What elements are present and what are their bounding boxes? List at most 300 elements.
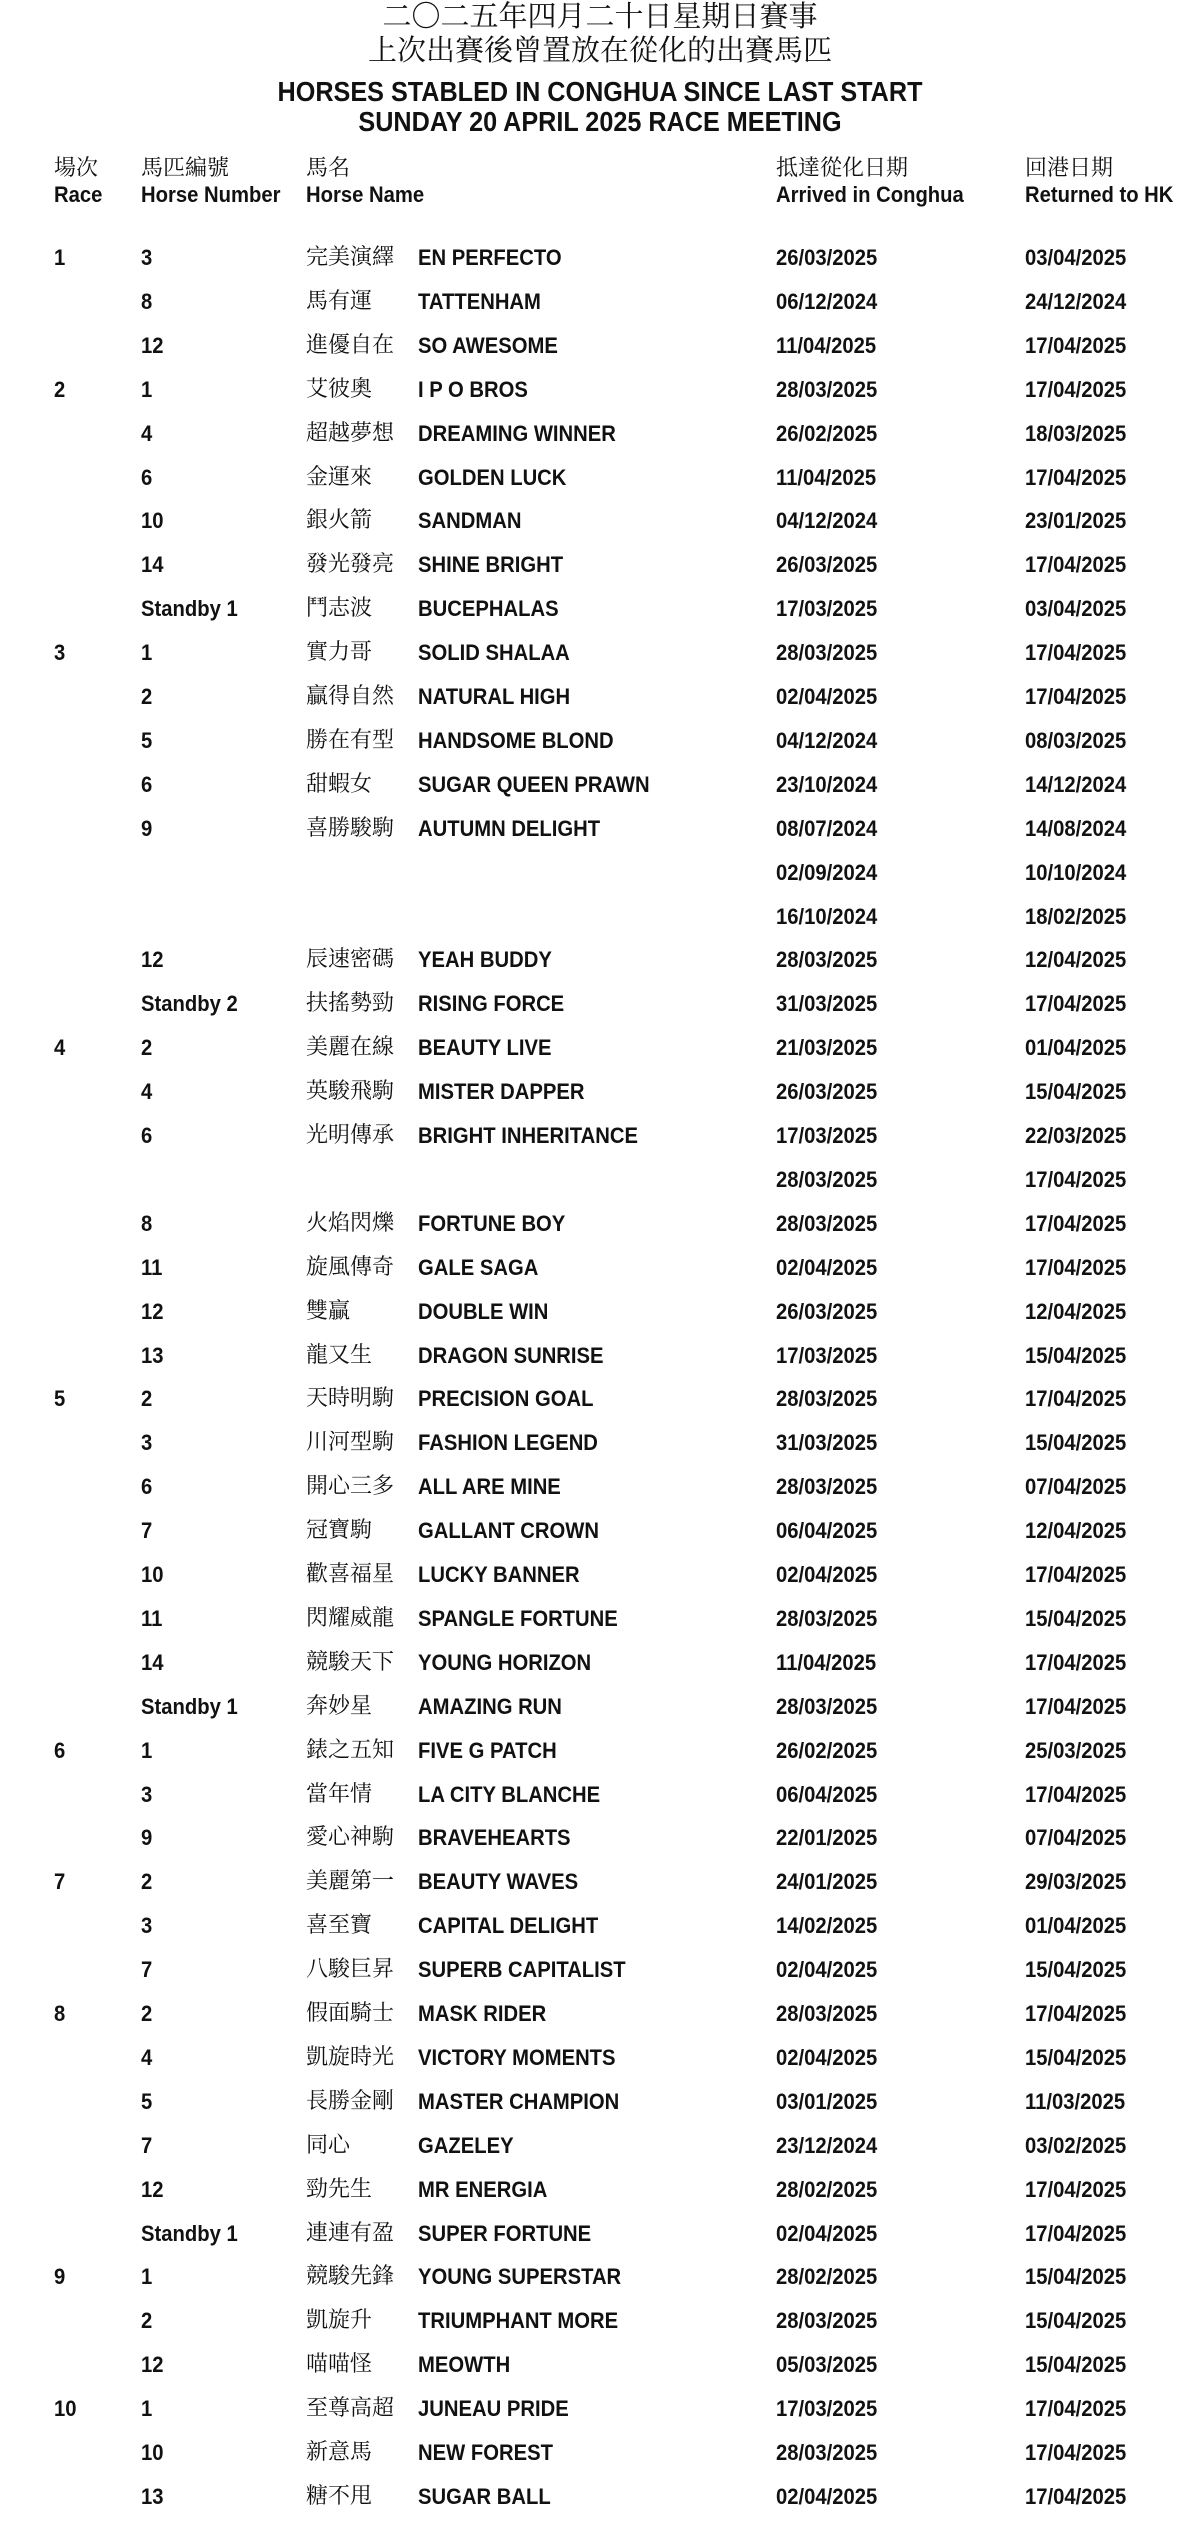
- horse-name-zh-cell: 銀火箭: [306, 508, 373, 534]
- horse-name-en-cell: FORTUNE BOY: [418, 1210, 566, 1236]
- horse-number-cell: 3: [141, 1430, 153, 1456]
- horse-name-zh-cell: 雙贏: [306, 1298, 351, 1324]
- horse-name-zh-cell: 凱旋升: [306, 2308, 373, 2334]
- horse-number-cell: 4: [141, 420, 153, 446]
- horse-name-zh-cell: 美麗第一: [306, 1869, 395, 1895]
- arrived-date-cell: 28/03/2025: [776, 1166, 878, 1192]
- arrived-date-cell: 31/03/2025: [776, 991, 878, 1017]
- returned-date-cell: 17/04/2025: [1025, 464, 1127, 490]
- horse-number-cell: 8: [141, 288, 153, 314]
- returned-date-cell: 17/04/2025: [1025, 2001, 1127, 2026]
- arrived-date-cell: 11/04/2025: [776, 464, 877, 490]
- arrived-date-cell: 02/09/2024: [776, 859, 878, 885]
- returned-date-cell: 12/04/2025: [1025, 947, 1127, 973]
- arrived-date-cell: 02/04/2025: [776, 2044, 878, 2070]
- horse-name-zh-cell: 超越夢想: [306, 420, 395, 446]
- horse-name-en-cell: SUPER FORTUNE: [418, 2220, 592, 2246]
- horse-name-en-cell: SANDMAN: [418, 508, 522, 534]
- horse-number-cell: 2: [141, 684, 153, 709]
- horse-name-zh-cell: 美麗在線: [306, 1035, 395, 1061]
- arrived-date-cell: 02/04/2025: [776, 1254, 878, 1280]
- horse-name-en-cell: YEAH BUDDY: [418, 947, 552, 973]
- table-row: [0, 238, 1200, 278]
- table-row: [0, 2082, 1200, 2122]
- horse-number-cell: 3: [141, 1781, 153, 1807]
- arrived-date-cell: 11/04/2025: [776, 1649, 877, 1675]
- column-header-race: [54, 156, 107, 208]
- arrived-date-cell: 28/03/2025: [776, 376, 878, 402]
- horse-name-en-cell: MASTER CHAMPION: [418, 2088, 620, 2114]
- returned-date-cell: 17/04/2025: [1025, 991, 1127, 1017]
- horse-number-cell: 2: [141, 1869, 153, 1895]
- returned-date-cell: 17/04/2025: [1025, 1254, 1127, 1280]
- horse-name-zh-cell: 發光發亮: [306, 552, 395, 578]
- horse-name-en-cell: GALE SAGA: [418, 1254, 539, 1280]
- arrived-date-cell: 28/03/2025: [776, 1386, 878, 1412]
- arrived-date-cell: 28/03/2025: [776, 947, 878, 973]
- table-row: [0, 2214, 1200, 2254]
- table-row: [0, 1160, 1200, 1200]
- horse-name-en-cell: BRAVEHEARTS: [418, 1825, 571, 1851]
- horse-number-cell: 7: [141, 1957, 153, 1983]
- horse-number-cell: 10: [141, 1562, 164, 1587]
- horse-number-cell: 2: [141, 1386, 153, 1412]
- horse-name-en-cell: TATTENHAM: [418, 288, 541, 314]
- arrived-date-cell: 04/12/2024: [776, 508, 878, 534]
- table-row: [0, 589, 1200, 629]
- horse-name-en-cell: SO AWESOME: [418, 332, 558, 358]
- horse-name-zh-cell: 艾彼奧: [306, 376, 373, 402]
- column-header-returned-zh: 回港日期: [1025, 156, 1114, 181]
- arrived-date-cell: 21/03/2025: [776, 1035, 878, 1061]
- table-row: [0, 897, 1200, 937]
- horse-name-zh-cell: 川河型駒: [306, 1430, 395, 1456]
- table-row: [0, 1731, 1200, 1771]
- horse-number-cell: 6: [141, 464, 153, 490]
- horse-name-en-cell: DREAMING WINNER: [418, 420, 616, 446]
- table-row: [0, 501, 1200, 541]
- returned-date-cell: 18/03/2025: [1025, 420, 1127, 446]
- arrived-date-cell: 28/03/2025: [776, 1474, 878, 1500]
- horse-name-zh-cell: 火焰閃爍: [306, 1210, 395, 1236]
- table-row: [0, 2257, 1200, 2297]
- horse-name-en-cell: AUTUMN DELIGHT: [418, 815, 601, 841]
- returned-date-cell: 17/04/2025: [1025, 376, 1127, 402]
- horse-name-en-cell: BUCEPHALAS: [418, 596, 559, 622]
- horse-name-en-cell: MEOWTH: [418, 2352, 511, 2378]
- horse-number-cell: Standby 1: [141, 596, 238, 622]
- horse-number-cell: 12: [141, 2352, 164, 2378]
- horse-name-zh-cell: 凱旋時光: [306, 2044, 395, 2070]
- returned-date-cell: 17/04/2025: [1025, 1562, 1127, 1587]
- table-row: [0, 414, 1200, 454]
- horse-name-en-cell: GAZELEY: [418, 2132, 514, 2158]
- horse-name-zh-cell: 長勝金剛: [306, 2088, 395, 2114]
- horse-number-cell: 6: [141, 771, 153, 797]
- returned-date-cell: 14/08/2024: [1025, 815, 1127, 841]
- horse-name-en-cell: CAPITAL DELIGHT: [418, 1913, 599, 1939]
- horse-number-cell: Standby 1: [141, 2220, 238, 2246]
- horse-name-en-cell: PRECISION GOAL: [418, 1386, 594, 1412]
- arrived-date-cell: 23/12/2024: [776, 2132, 878, 2158]
- column-header-returned: [1025, 156, 1186, 208]
- horse-name-en-cell: MR ENERGIA: [418, 2176, 548, 2202]
- horse-name-zh-cell: 愛心神駒: [306, 1825, 395, 1851]
- returned-date-cell: 29/03/2025: [1025, 1869, 1127, 1895]
- arrived-date-cell: 26/03/2025: [776, 1079, 878, 1105]
- column-header-number-en: Horse Number: [141, 182, 281, 207]
- returned-date-cell: 17/04/2025: [1025, 2440, 1127, 2465]
- arrived-date-cell: 05/03/2025: [776, 2352, 878, 2378]
- race-cell: 3: [54, 640, 66, 666]
- horse-name-en-cell: EN PERFECTO: [418, 245, 562, 270]
- column-header-returned-en: Returned to HK: [1025, 182, 1174, 207]
- horse-name-en-cell: FIVE G PATCH: [418, 1737, 557, 1763]
- table-row: [0, 1599, 1200, 1639]
- table-row: [0, 633, 1200, 673]
- horse-number-cell: 13: [141, 2483, 164, 2509]
- table-row: [0, 1687, 1200, 1727]
- returned-date-cell: 17/04/2025: [1025, 1386, 1127, 1412]
- returned-date-cell: 17/04/2025: [1025, 1781, 1127, 1807]
- race-cell: 6: [54, 1737, 66, 1763]
- horse-number-cell: 12: [141, 2176, 164, 2202]
- table-row: [0, 2389, 1200, 2429]
- returned-date-cell: 17/04/2025: [1025, 2396, 1127, 2422]
- arrived-date-cell: 02/04/2025: [776, 1562, 878, 1587]
- table-row: [0, 1994, 1200, 2034]
- table-row: [0, 677, 1200, 717]
- arrived-date-cell: 06/04/2025: [776, 1518, 878, 1544]
- column-header-number-zh: 馬匹編號: [141, 156, 230, 181]
- table-row: [0, 2170, 1200, 2210]
- returned-date-cell: 08/03/2025: [1025, 727, 1127, 753]
- column-header-name-zh: 馬名: [306, 156, 351, 181]
- arrived-date-cell: 08/07/2024: [776, 815, 878, 841]
- horse-name-en-cell: SUGAR BALL: [418, 2483, 551, 2509]
- table-row: [0, 2126, 1200, 2166]
- returned-date-cell: 17/04/2025: [1025, 2220, 1127, 2246]
- table-row: [0, 458, 1200, 498]
- horse-number-cell: 10: [141, 508, 164, 534]
- horse-name-zh-cell: 扶搖勢勁: [306, 991, 395, 1017]
- column-header-race-en: Race: [54, 182, 103, 207]
- horse-number-cell: 3: [141, 245, 153, 270]
- table-row: [0, 853, 1200, 893]
- table-row: [0, 984, 1200, 1024]
- horse-number-cell: 14: [141, 1649, 164, 1675]
- returned-date-cell: 17/04/2025: [1025, 2176, 1127, 2202]
- returned-date-cell: 17/04/2025: [1025, 1693, 1127, 1719]
- horse-name-zh-cell: 鬥志波: [306, 596, 373, 622]
- arrived-date-cell: 28/03/2025: [776, 2308, 878, 2334]
- arrived-date-cell: 17/03/2025: [776, 596, 878, 622]
- horse-name-en-cell: MASK RIDER: [418, 2001, 547, 2026]
- horse-number-cell: 12: [141, 947, 164, 973]
- arrived-date-cell: 06/12/2024: [776, 288, 878, 314]
- title-zh-subject: 上次出賽後曾置放在從化的出賽馬匹: [367, 33, 832, 67]
- table-row: [0, 1336, 1200, 1376]
- arrived-date-cell: 17/03/2025: [776, 1342, 878, 1368]
- horse-number-cell: 11: [141, 1605, 163, 1631]
- horse-name-en-cell: SPANGLE FORTUNE: [418, 1605, 618, 1631]
- horse-number-cell: 5: [141, 727, 153, 753]
- horse-name-zh-cell: 喜勝駿駒: [306, 815, 395, 841]
- arrived-date-cell: 28/03/2025: [776, 1605, 878, 1631]
- race-cell: 8: [54, 2001, 66, 2026]
- arrived-date-cell: 28/03/2025: [776, 2440, 878, 2465]
- horse-name-zh-cell: 冠寶駒: [306, 1518, 373, 1544]
- arrived-date-cell: 28/03/2025: [776, 1210, 878, 1236]
- horse-number-cell: 1: [141, 2396, 153, 2422]
- horse-name-zh-cell: 當年情: [306, 1781, 373, 1807]
- column-header-arrived-en: Arrived in Conghua: [776, 182, 964, 207]
- arrived-date-cell: 26/02/2025: [776, 1737, 878, 1763]
- horse-name-zh-cell: 開心三多: [306, 1474, 395, 1500]
- arrived-date-cell: 17/03/2025: [776, 2396, 878, 2422]
- arrived-date-cell: 03/01/2025: [776, 2088, 878, 2114]
- column-header-name: [306, 156, 434, 208]
- horse-name-en-cell: FASHION LEGEND: [418, 1430, 598, 1456]
- horse-name-zh-cell: 至尊高超: [306, 2396, 395, 2422]
- arrived-date-cell: 02/04/2025: [776, 1957, 878, 1983]
- returned-date-cell: 03/02/2025: [1025, 2132, 1127, 2158]
- returned-date-cell: 24/12/2024: [1025, 288, 1127, 314]
- table-row: [0, 2477, 1200, 2517]
- horse-number-cell: 13: [141, 1342, 164, 1368]
- table-row: [0, 545, 1200, 585]
- horse-number-cell: 7: [141, 1518, 153, 1544]
- table-row: [0, 940, 1200, 980]
- horse-name-en-cell: BEAUTY WAVES: [418, 1869, 579, 1895]
- horse-name-zh-cell: 勝在有型: [306, 727, 395, 753]
- arrived-date-cell: 23/10/2024: [776, 771, 878, 797]
- horse-name-zh-cell: 辰速密碼: [306, 947, 395, 973]
- arrived-date-cell: 24/01/2025: [776, 1869, 878, 1895]
- horse-number-cell: 2: [141, 2001, 153, 2026]
- horse-name-zh-cell: 天時明駒: [306, 1386, 395, 1412]
- horse-name-en-cell: ALL ARE MINE: [418, 1474, 561, 1500]
- title-zh-meeting: 二〇二五年四月二十日星期日賽事: [382, 0, 818, 33]
- returned-date-cell: 17/04/2025: [1025, 1649, 1127, 1675]
- table-row: [0, 1862, 1200, 1902]
- horse-number-cell: 9: [141, 1825, 153, 1851]
- horse-name-en-cell: I P O BROS: [418, 376, 528, 402]
- table-row: [0, 1555, 1200, 1595]
- horse-name-en-cell: JUNEAU PRIDE: [418, 2396, 569, 2422]
- horse-name-en-cell: TRIUMPHANT MORE: [418, 2308, 619, 2334]
- horse-name-zh-cell: 實力哥: [306, 640, 373, 666]
- horse-number-cell: 12: [141, 332, 164, 358]
- table-row: [0, 370, 1200, 410]
- horse-name-zh-cell: 馬有運: [306, 288, 373, 314]
- horse-number-cell: 1: [141, 640, 153, 666]
- returned-date-cell: 17/04/2025: [1025, 2483, 1127, 2509]
- horse-number-cell: 4: [141, 2044, 153, 2070]
- returned-date-cell: 22/03/2025: [1025, 1123, 1127, 1148]
- horse-name-zh-cell: 歡喜福星: [306, 1562, 395, 1587]
- horse-name-zh-cell: 糖不甩: [306, 2483, 373, 2509]
- horse-name-en-cell: SUPERB CAPITALIST: [418, 1957, 626, 1983]
- horse-name-zh-cell: 勁先生: [306, 2176, 373, 2202]
- horse-name-zh-cell: 光明傳承: [306, 1123, 395, 1148]
- horse-number-cell: 1: [141, 376, 153, 402]
- table-row: [0, 1379, 1200, 1419]
- arrived-date-cell: 16/10/2024: [776, 903, 878, 929]
- table-row: [0, 1292, 1200, 1332]
- arrived-date-cell: 22/01/2025: [776, 1825, 878, 1851]
- horse-name-zh-cell: 競駿先鋒: [306, 2264, 395, 2290]
- horse-name-zh-cell: 新意馬: [306, 2440, 373, 2465]
- arrived-date-cell: 28/03/2025: [776, 2001, 878, 2026]
- horse-number-cell: Standby 2: [141, 991, 238, 1017]
- table-row: [0, 326, 1200, 366]
- returned-date-cell: 12/04/2025: [1025, 1298, 1127, 1324]
- returned-date-cell: 15/04/2025: [1025, 1957, 1127, 1983]
- returned-date-cell: 17/04/2025: [1025, 1210, 1127, 1236]
- horse-name-en-cell: LA CITY BLANCHE: [418, 1781, 601, 1807]
- table-row: [0, 1511, 1200, 1551]
- race-cell: 4: [54, 1035, 66, 1061]
- horse-number-cell: 2: [141, 2308, 153, 2334]
- returned-date-cell: 25/03/2025: [1025, 1737, 1127, 1763]
- returned-date-cell: 17/04/2025: [1025, 640, 1127, 666]
- table-row: [0, 765, 1200, 805]
- returned-date-cell: 17/04/2025: [1025, 1166, 1127, 1192]
- arrived-date-cell: 26/03/2025: [776, 1298, 878, 1324]
- table-row: [0, 1818, 1200, 1858]
- arrived-date-cell: 31/03/2025: [776, 1430, 878, 1456]
- table-row: [0, 809, 1200, 849]
- arrived-date-cell: 02/04/2025: [776, 2220, 878, 2246]
- arrived-date-cell: 02/04/2025: [776, 2483, 878, 2509]
- horse-name-zh-cell: 奔妙星: [306, 1693, 373, 1719]
- horse-name-en-cell: SOLID SHALAA: [418, 640, 570, 666]
- horse-name-zh-cell: 喵喵怪: [306, 2352, 373, 2378]
- returned-date-cell: 07/04/2025: [1025, 1825, 1127, 1851]
- horse-number-cell: 6: [141, 1123, 153, 1148]
- returned-date-cell: 15/04/2025: [1025, 2044, 1127, 2070]
- returned-date-cell: 15/04/2025: [1025, 2352, 1127, 2378]
- horse-name-zh-cell: 連連有盈: [306, 2220, 395, 2246]
- title-en-meeting: SUNDAY 20 APRIL 2025 RACE MEETING: [358, 106, 842, 137]
- horse-number-cell: 3: [141, 1913, 153, 1939]
- returned-date-cell: 17/04/2025: [1025, 552, 1127, 578]
- horse-name-zh-cell: 進優自在: [306, 332, 395, 358]
- horse-name-en-cell: GALLANT CROWN: [418, 1518, 600, 1544]
- arrived-date-cell: 06/04/2025: [776, 1781, 878, 1807]
- horse-name-zh-cell: 閃耀威龍: [306, 1605, 395, 1631]
- table-row: [0, 1072, 1200, 1112]
- horse-name-zh-cell: 英駿飛駒: [306, 1079, 395, 1105]
- arrived-date-cell: 28/02/2025: [776, 2264, 878, 2290]
- horse-name-en-cell: NEW FOREST: [418, 2440, 553, 2465]
- horse-name-en-cell: SHINE BRIGHT: [418, 552, 564, 578]
- horse-number-cell: 14: [141, 552, 164, 578]
- horse-name-zh-cell: 八駿巨昇: [306, 1957, 395, 1983]
- returned-date-cell: 15/04/2025: [1025, 2264, 1127, 2290]
- column-header-name-en: Horse Name: [306, 182, 425, 207]
- arrived-date-cell: 28/02/2025: [776, 2176, 878, 2202]
- horse-name-zh-cell: 贏得自然: [306, 684, 395, 709]
- horse-number-cell: 10: [141, 2440, 164, 2465]
- returned-date-cell: 10/10/2024: [1025, 859, 1127, 885]
- column-header-arrived-zh: 抵達從化日期: [776, 156, 909, 181]
- race-cell: 2: [54, 376, 66, 402]
- horse-number-cell: 8: [141, 1210, 153, 1236]
- horse-name-en-cell: BRIGHT INHERITANCE: [418, 1123, 639, 1148]
- returned-date-cell: 15/04/2025: [1025, 1430, 1127, 1456]
- table-row: [0, 1116, 1200, 1156]
- arrived-date-cell: 28/03/2025: [776, 1693, 878, 1719]
- horse-number-cell: 9: [141, 815, 153, 841]
- table-row: [0, 2345, 1200, 2385]
- race-cell: 5: [54, 1386, 66, 1412]
- table-row: [0, 1467, 1200, 1507]
- horse-number-cell: 7: [141, 2132, 153, 2158]
- horse-name-en-cell: BEAUTY LIVE: [418, 1035, 552, 1061]
- returned-date-cell: 18/02/2025: [1025, 903, 1127, 929]
- horse-name-en-cell: DOUBLE WIN: [418, 1298, 549, 1324]
- race-cell: 1: [54, 245, 66, 270]
- horse-name-en-cell: VICTORY MOMENTS: [418, 2044, 616, 2070]
- table-row: [0, 721, 1200, 761]
- title-en-subject: HORSES STABLED IN CONGHUA SINCE LAST START: [277, 76, 923, 107]
- arrived-date-cell: 14/02/2025: [776, 1913, 878, 1939]
- horse-number-cell: 6: [141, 1474, 153, 1500]
- table-row: [0, 1028, 1200, 1068]
- horse-name-zh-cell: 競駿天下: [306, 1649, 395, 1675]
- arrived-date-cell: 04/12/2024: [776, 727, 878, 753]
- horse-name-en-cell: YOUNG HORIZON: [418, 1649, 592, 1675]
- returned-date-cell: 15/04/2025: [1025, 1079, 1127, 1105]
- race-cell: 7: [54, 1869, 66, 1895]
- horse-number-cell: 12: [141, 1298, 164, 1324]
- arrived-date-cell: 02/04/2025: [776, 684, 878, 709]
- arrived-date-cell: 26/03/2025: [776, 245, 878, 270]
- horse-name-en-cell: GOLDEN LUCK: [418, 464, 567, 490]
- column-header-number: [141, 156, 293, 208]
- horse-name-en-cell: DRAGON SUNRISE: [418, 1342, 604, 1368]
- returned-date-cell: 07/04/2025: [1025, 1474, 1127, 1500]
- horse-number-cell: 1: [141, 2264, 153, 2290]
- table-row: [0, 282, 1200, 322]
- returned-date-cell: 01/04/2025: [1025, 1913, 1127, 1939]
- table-row: [0, 2433, 1200, 2473]
- returned-date-cell: 15/04/2025: [1025, 1605, 1127, 1631]
- column-header-race-zh: 場次: [54, 156, 99, 181]
- arrived-date-cell: 26/02/2025: [776, 420, 878, 446]
- arrived-date-cell: 28/03/2025: [776, 640, 878, 666]
- table-row: [0, 1248, 1200, 1288]
- horse-name-zh-cell: 喜至寶: [306, 1913, 373, 1939]
- horse-name-zh-cell: 完美演繹: [306, 245, 395, 270]
- table-row: [0, 1775, 1200, 1815]
- returned-date-cell: 17/04/2025: [1025, 684, 1127, 709]
- table-row: [0, 2038, 1200, 2078]
- horse-name-zh-cell: 金運來: [306, 464, 373, 490]
- horse-name-zh-cell: 甜蝦女: [306, 771, 373, 797]
- table-row: [0, 1906, 1200, 1946]
- table-row: [0, 1950, 1200, 1990]
- horse-name-en-cell: YOUNG SUPERSTAR: [418, 2264, 622, 2290]
- returned-date-cell: 03/04/2025: [1025, 245, 1127, 270]
- table-row: [0, 1204, 1200, 1244]
- horse-number-cell: Standby 1: [141, 1693, 238, 1719]
- returned-date-cell: 03/04/2025: [1025, 596, 1127, 622]
- returned-date-cell: 14/12/2024: [1025, 771, 1127, 797]
- horse-name-en-cell: HANDSOME BLOND: [418, 727, 614, 753]
